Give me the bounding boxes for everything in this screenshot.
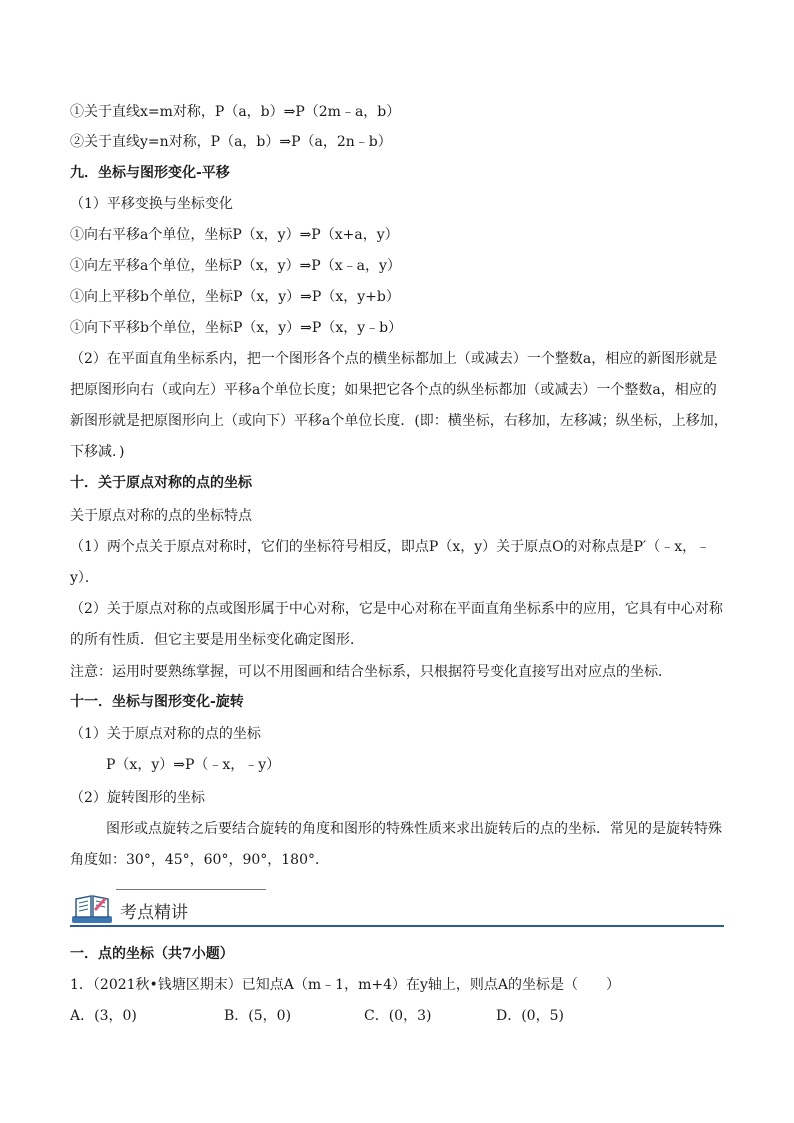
text-line: 新图形就是把原图形向上（或向下）平移a个单位长度．(即：横坐标，右移加，左移减；纵坐标，上移加， [70, 413, 728, 429]
text-line: ①向左平移a个单位，坐标P（x，y）⇒P（x﹣a，y） [70, 258, 401, 274]
text-line: （1）平移变换与坐标变化 [70, 196, 233, 212]
text-line: （1）关于原点对称的点的坐标 [70, 726, 261, 742]
section-banner [70, 888, 724, 928]
text-line: （2）旋转图形的坐标 [70, 790, 205, 806]
question-text: 1．（2021秋•钱塘区期末）已知点A（m﹣1，m+4）在y轴上，则点A的坐标是（ ） [70, 977, 621, 993]
text-line: 下移减．) [70, 444, 125, 460]
answer-options [70, 1006, 730, 1026]
section-heading: 十．关于原点对称的点的坐标 [70, 475, 252, 491]
banner-title: 考点精讲 [120, 903, 188, 923]
text-line: ①向右平移a个单位，坐标P（x，y）⇒P（x+a，y） [70, 227, 399, 243]
text-line: ②关于直线y=n对称，P（a，b）⇒P（a，2n﹣b） [70, 134, 392, 150]
text-line: （1）两个点关于原点对称时，它们的坐标符号相反，即点P（x，y）关于原点O的对称点是P′（﹣x，﹣ [70, 539, 711, 555]
section-heading: 九．坐标与图形变化-平移 [70, 165, 230, 181]
option-d[interactable]: D．(0，5) [496, 1008, 564, 1024]
book-icon [70, 892, 114, 926]
option-b[interactable]: B．(5，0) [224, 1008, 292, 1024]
text-line: 把原图形向右（或向左）平移a个单位长度；如果把它各个点的纵坐标都加（或减去）一个整数a，相应的 [70, 382, 717, 398]
banner-underline [70, 925, 724, 927]
formula-line: P（x，y）⇒P（﹣x，﹣y） [106, 757, 281, 773]
text-line: ①向上平移b个单位，坐标P（x，y）⇒P（x，y+b） [70, 289, 400, 305]
option-c[interactable]: C．(0，3) [364, 1008, 432, 1024]
text-line: 图形或点旋转之后要结合旋转的角度和图形的特殊性质来求出旋转后的点的坐标．常见的是旋转特殊 [106, 821, 722, 837]
text-line: 关于原点对称的点的坐标特点 [70, 508, 252, 524]
section-heading: 一．点的坐标（共7小题） [70, 946, 234, 962]
banner-top-rule [116, 889, 266, 890]
section-heading: 十一．坐标与图形变化-旋转 [70, 694, 244, 710]
text-line: ①向下平移b个单位，坐标P（x，y）⇒P（x，y﹣b） [70, 320, 403, 336]
text-line: （2）在平面直角坐标系内，把一个图形各个点的横坐标都加上（或减去）一个整数a，相应的新图形就是 [70, 351, 718, 367]
text-line: （2）关于原点对称的点或图形属于中心对称，它是中心对称在平面直角坐标系中的应用，它具有中心对称 [70, 601, 723, 617]
text-line: y）． [70, 570, 99, 586]
text-line: ①关于直线x=m对称，P（a，b）⇒P（2m﹣a，b） [70, 104, 401, 120]
text-line: 的所有性质．但它主要是用坐标变化确定图形． [70, 632, 364, 648]
text-line: 注意：运用时要熟练掌握，可以不用图画和结合坐标系，只根据符号变化直接写出对应点的坐标． [70, 664, 672, 680]
option-a[interactable]: A．(3，0) [70, 1008, 137, 1024]
text-line: 角度如：30°，45°，60°，90°，180°． [70, 852, 329, 868]
